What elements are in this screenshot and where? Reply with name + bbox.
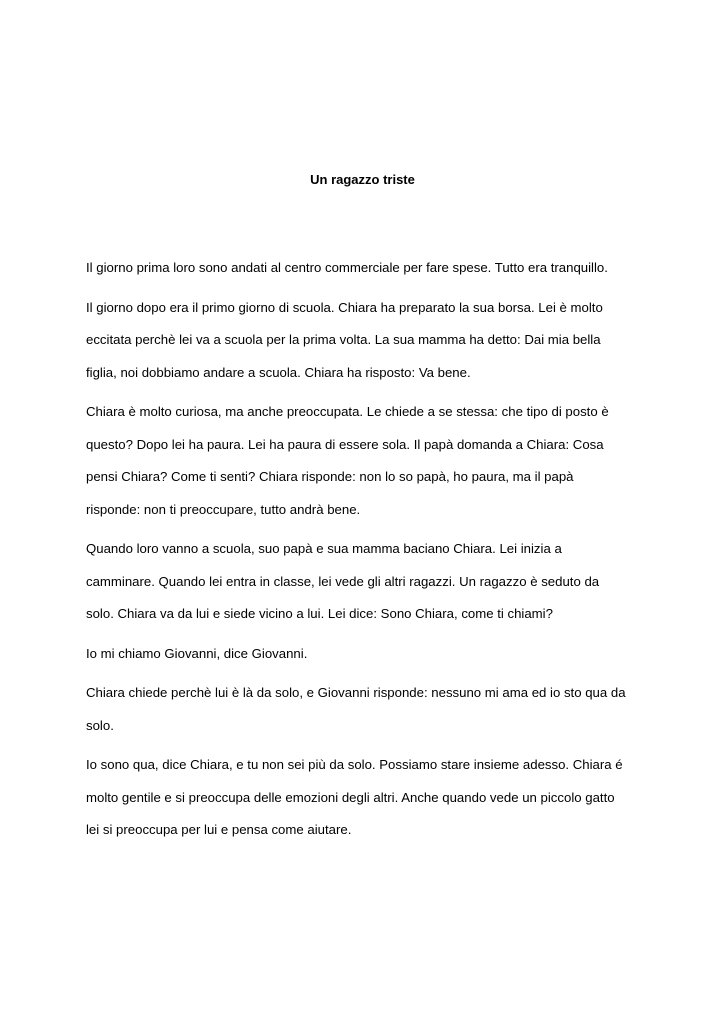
document-body: [86, 252, 642, 854]
paragraph-4: [86, 533, 642, 631]
paragraph-line: questo? Dopo lei ha paura. Lei ha paura di essere sola. Il papà domanda a Chiara: Cosa: [86, 436, 604, 452]
paragraph-line: Chiara chiede perchè lui è là da solo, e Giovanni risponde: nessuno mi ama ed io sto qua da: [86, 685, 626, 700]
paragraph-line: Io sono qua, dice Chiara, e tu non sei più da solo. Possiamo stare insieme adesso. Chiara é: [86, 757, 623, 772]
paragraph-line: Quando loro vanno a scuola, suo papà e sua mamma baciano Chiara. Lei inizia a: [86, 541, 562, 556]
paragraph-line: Io mi chiamo Giovanni, dice Giovanni.: [86, 645, 308, 661]
paragraph-line: molto gentile e si preoccupa delle emozioni degli altri. Anche quando vede un piccolo gatto: [86, 789, 615, 805]
paragraph-line: Il giorno dopo era il primo giorno di scuola. Chiara ha preparato la sua borsa. Lei è molto: [86, 299, 603, 315]
paragraph-line: pensi Chiara? Come ti senti? Chiara risponde: non lo so papà, ho paura, ma il papà: [86, 469, 574, 484]
paragraph-6: [86, 677, 642, 742]
paragraph-2: [86, 292, 642, 390]
paragraph-line: risponde: non ti preoccupare, tutto andrà bene.: [86, 501, 361, 517]
paragraph-line: solo.: [86, 717, 114, 733]
paragraph-line: eccitata perchè lei va a scuola per la prima volta. La sua mamma ha detto: Dai mia bella: [86, 332, 601, 347]
paragraph-1: [86, 252, 642, 285]
paragraph-line: Chiara è molto curiosa, ma anche preoccupata. Le chiede a se stessa: che tipo di posto è: [86, 404, 609, 419]
paragraph-line: camminare. Quando lei entra in classe, lei vede gli altri ragazzi. Un ragazzo è seduto da: [86, 573, 600, 589]
paragraph-line: lei si preoccupa per lui e pensa come aiutare.: [86, 822, 352, 837]
paragraph-5: [86, 638, 642, 671]
paragraph-line: Il giorno prima loro sono andati al centro commerciale per fare spese. Tutto era tranquillo.: [86, 260, 608, 275]
paragraph-line: figlia, noi dobbiamo andare a scuola. Chiara ha risposto: Va bene.: [86, 364, 471, 380]
paragraph-3: [86, 396, 642, 526]
document-title: Un ragazzo triste: [310, 172, 415, 187]
paragraph-7: [86, 749, 642, 847]
paragraph-line: solo. Chiara va da lui e siede vicino a lui. Lei dice: Sono Chiara, come ti chiami?: [86, 606, 553, 621]
